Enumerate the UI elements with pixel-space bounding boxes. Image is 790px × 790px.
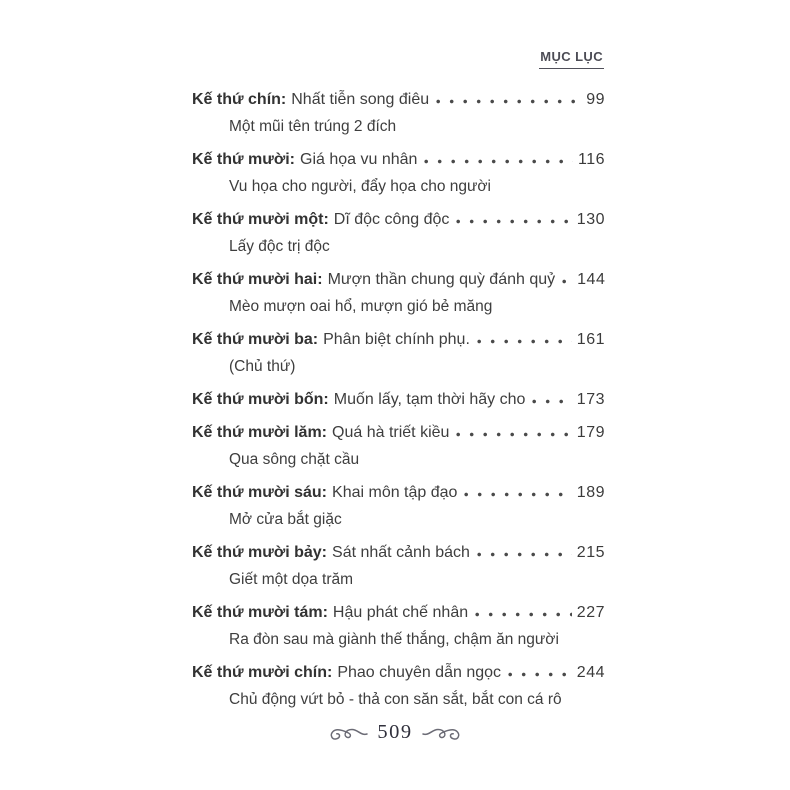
dot-leader xyxy=(424,159,573,164)
entry-page: 173 xyxy=(576,391,605,408)
entry-label: Kế thứ mười: xyxy=(192,151,295,168)
entry-subtitle: Một mũi tên trúng 2 đích xyxy=(229,118,397,135)
toc-entry-line xyxy=(192,146,605,173)
entry-title: Sát nhất cảnh bách xyxy=(332,544,470,561)
entry-label: Kế thứ mười sáu: xyxy=(192,484,328,501)
entry-page: 161 xyxy=(576,331,605,348)
toc-entry xyxy=(192,86,605,140)
toc-entry xyxy=(192,419,605,473)
toc-entry-line xyxy=(192,386,605,413)
toc-entry xyxy=(192,266,605,320)
toc-entry-line xyxy=(192,326,605,353)
dot-leader xyxy=(456,219,571,224)
toc-entry xyxy=(192,479,605,533)
entry-title: Mượn thần chung quỳ đánh quỷ xyxy=(327,271,556,288)
dot-leader xyxy=(532,399,571,404)
toc-entry-line xyxy=(192,86,605,113)
entry-title: Khai môn tập đạo xyxy=(332,484,458,501)
toc-entry xyxy=(192,659,605,713)
entry-title: Nhất tiễn song điêu xyxy=(291,91,430,108)
dot-leader xyxy=(562,279,572,284)
entry-page: 116 xyxy=(577,151,605,168)
entry-subtitle: Vu họa cho người, đẩy họa cho người xyxy=(229,178,491,195)
toc-entry xyxy=(192,146,605,200)
dot-leader xyxy=(475,612,572,617)
toc-entry-line xyxy=(192,479,605,506)
toc-entry-line xyxy=(192,266,605,293)
toc-list xyxy=(192,86,605,719)
toc-entry xyxy=(192,386,605,413)
entry-page: 99 xyxy=(586,91,605,108)
toc-entry xyxy=(192,206,605,260)
header-title: MỤC LỤC xyxy=(540,49,603,64)
entry-title: Hậu phát chế nhân xyxy=(332,604,469,621)
toc-entry-line xyxy=(192,599,605,626)
flourish-right-icon xyxy=(422,724,462,742)
toc-entry xyxy=(192,326,605,380)
entry-label: Kế thứ chín: xyxy=(192,91,287,108)
footer-page-number: 509 xyxy=(377,721,413,743)
entry-label: Kế thứ mười bảy: xyxy=(192,544,328,561)
entry-page: 189 xyxy=(576,484,605,501)
entry-title: Dĩ độc công độc xyxy=(333,211,450,228)
entry-subtitle: Giết một dọa trăm xyxy=(229,571,354,588)
dot-leader xyxy=(508,672,572,677)
dot-leader xyxy=(477,339,572,344)
toc-entry-line xyxy=(192,659,605,686)
entry-title: Phao chuyên dẫn ngọc xyxy=(337,664,502,681)
entry-subtitle: Mèo mượn oai hổ, mượn gió bẻ măng xyxy=(229,298,493,315)
entry-subtitle: Chủ động vứt bỏ - thả con săn sắt, bắt con cá rô xyxy=(229,691,562,708)
entry-title: Quá hà triết kiều xyxy=(332,424,450,441)
toc-entry-line xyxy=(192,206,605,233)
entry-title: Muốn lấy, tạm thời hãy cho xyxy=(333,391,526,408)
entry-page: 244 xyxy=(576,664,605,681)
flourish-left-icon xyxy=(328,724,368,742)
entry-page: 144 xyxy=(577,271,606,288)
entry-label: Kế thứ mười chín: xyxy=(192,664,333,681)
dot-leader xyxy=(436,99,581,104)
entry-label: Kế thứ mười hai: xyxy=(192,271,323,288)
entry-label: Kế thứ mười tám: xyxy=(192,604,328,621)
page-footer xyxy=(0,721,790,744)
entry-page: 227 xyxy=(576,604,605,621)
dot-leader xyxy=(456,432,571,437)
entry-label: Kế thứ mười lăm: xyxy=(192,424,328,441)
entry-page: 179 xyxy=(576,424,605,441)
toc-entry xyxy=(192,599,605,653)
entry-subtitle: (Chủ thứ) xyxy=(229,358,296,375)
entry-subtitle: Ra đòn sau mà giành thế thắng, chậm ăn người xyxy=(229,631,559,648)
toc-entry xyxy=(192,539,605,593)
dot-leader xyxy=(464,492,571,497)
toc-entry-line xyxy=(192,539,605,566)
entry-title: Giá họa vu nhân xyxy=(300,151,418,168)
entry-title: Phân biệt chính phụ. xyxy=(323,331,470,348)
entry-label: Kế thứ mười một: xyxy=(192,211,329,228)
page-header xyxy=(539,49,604,69)
entry-subtitle: Mở cửa bắt giặc xyxy=(229,511,342,528)
toc-entry-line xyxy=(192,419,605,446)
entry-subtitle: Qua sông chặt cầu xyxy=(229,451,360,468)
entry-subtitle: Lấy độc trị độc xyxy=(229,238,330,255)
entry-label: Kế thứ mười ba: xyxy=(192,331,319,348)
dot-leader xyxy=(477,552,572,557)
entry-page: 130 xyxy=(576,211,605,228)
entry-page: 215 xyxy=(576,544,605,561)
entry-label: Kế thứ mười bốn: xyxy=(192,391,329,408)
